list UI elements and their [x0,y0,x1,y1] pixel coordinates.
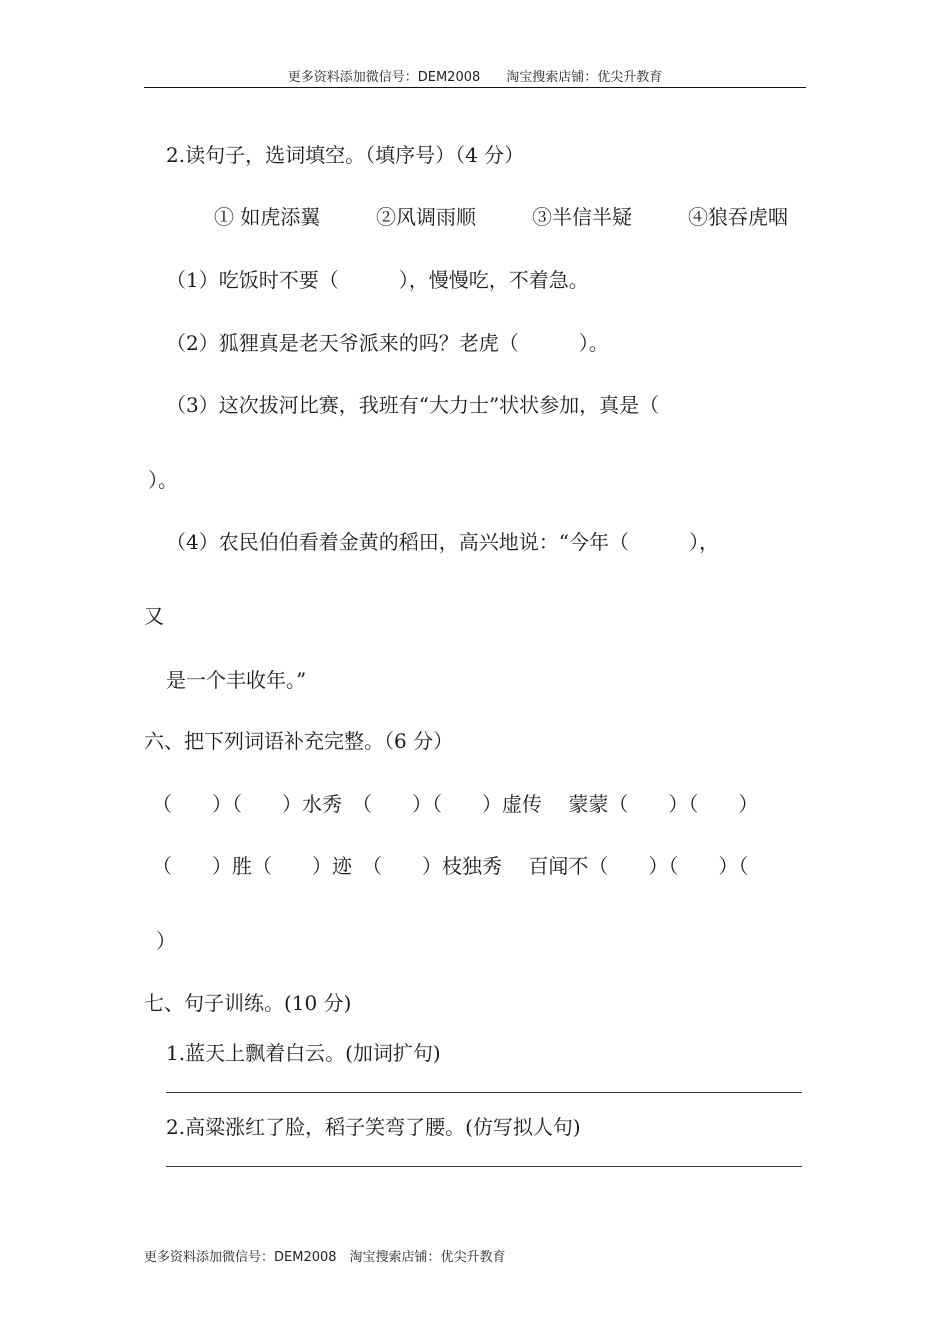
sentence-q2: 2.高粱涨红了脸，稻子笑弯了腰。(仿写拟人句) [166,1115,581,1139]
answer-line-1 [166,1092,802,1093]
fill-item-4: （4）农民伯伯看着金黄的稻田，高兴地说：“今年（ ）， [166,530,719,554]
fill-item-3-cont: ）。 [148,468,178,492]
page-footer: 更多资料添加微信号：DEM2008 淘宝搜索店铺：优尖升教育 [144,1250,506,1265]
fill-item-4-cont-a: 又 [144,604,164,628]
section-7-title: 七、句子训练。(10 分) [144,991,352,1015]
idiom-row-3: ） [156,929,176,953]
fill-item-2: （2）狐狸真是老天爷派来的吗？老虎（ ）。 [166,331,609,355]
idiom-row-2: （ ）胜（ ）迹 （ ）枝独秀 百闻不（ ）（ ）（ [152,854,749,878]
fill-item-4-cont-b: 是一个丰收年。” [166,668,307,692]
page-header: 更多资料添加微信号：DEM2008 淘宝搜索店铺：优尖升教育 [287,70,663,85]
option-1: ① 如虎添翼 [214,205,321,229]
option-2: ②风调雨顺 [376,205,476,229]
option-4: ④狼吞虎咽 [688,205,788,229]
question-2-title: 2.读句子，选词填空。（填序号）（4 分） [166,143,525,167]
answer-line-2 [166,1166,802,1167]
section-6-title: 六、把下列词语补充完整。（6 分） [144,729,454,753]
header-rule [144,87,806,88]
sentence-q1: 1.蓝天上飘着白云。(加词扩句) [166,1041,441,1065]
fill-item-3: （3）这次拔河比赛，我班有“大力士”状状参加，真是（ [166,393,660,417]
option-3: ③半信半疑 [532,205,632,229]
fill-item-1: （1）吃饭时不要（ ），慢慢吃，不着急。 [166,268,589,292]
idiom-row-1: （ ）（ ）水秀 （ ）（ ）虚传 蒙蒙（ ）（ ） [152,792,759,816]
